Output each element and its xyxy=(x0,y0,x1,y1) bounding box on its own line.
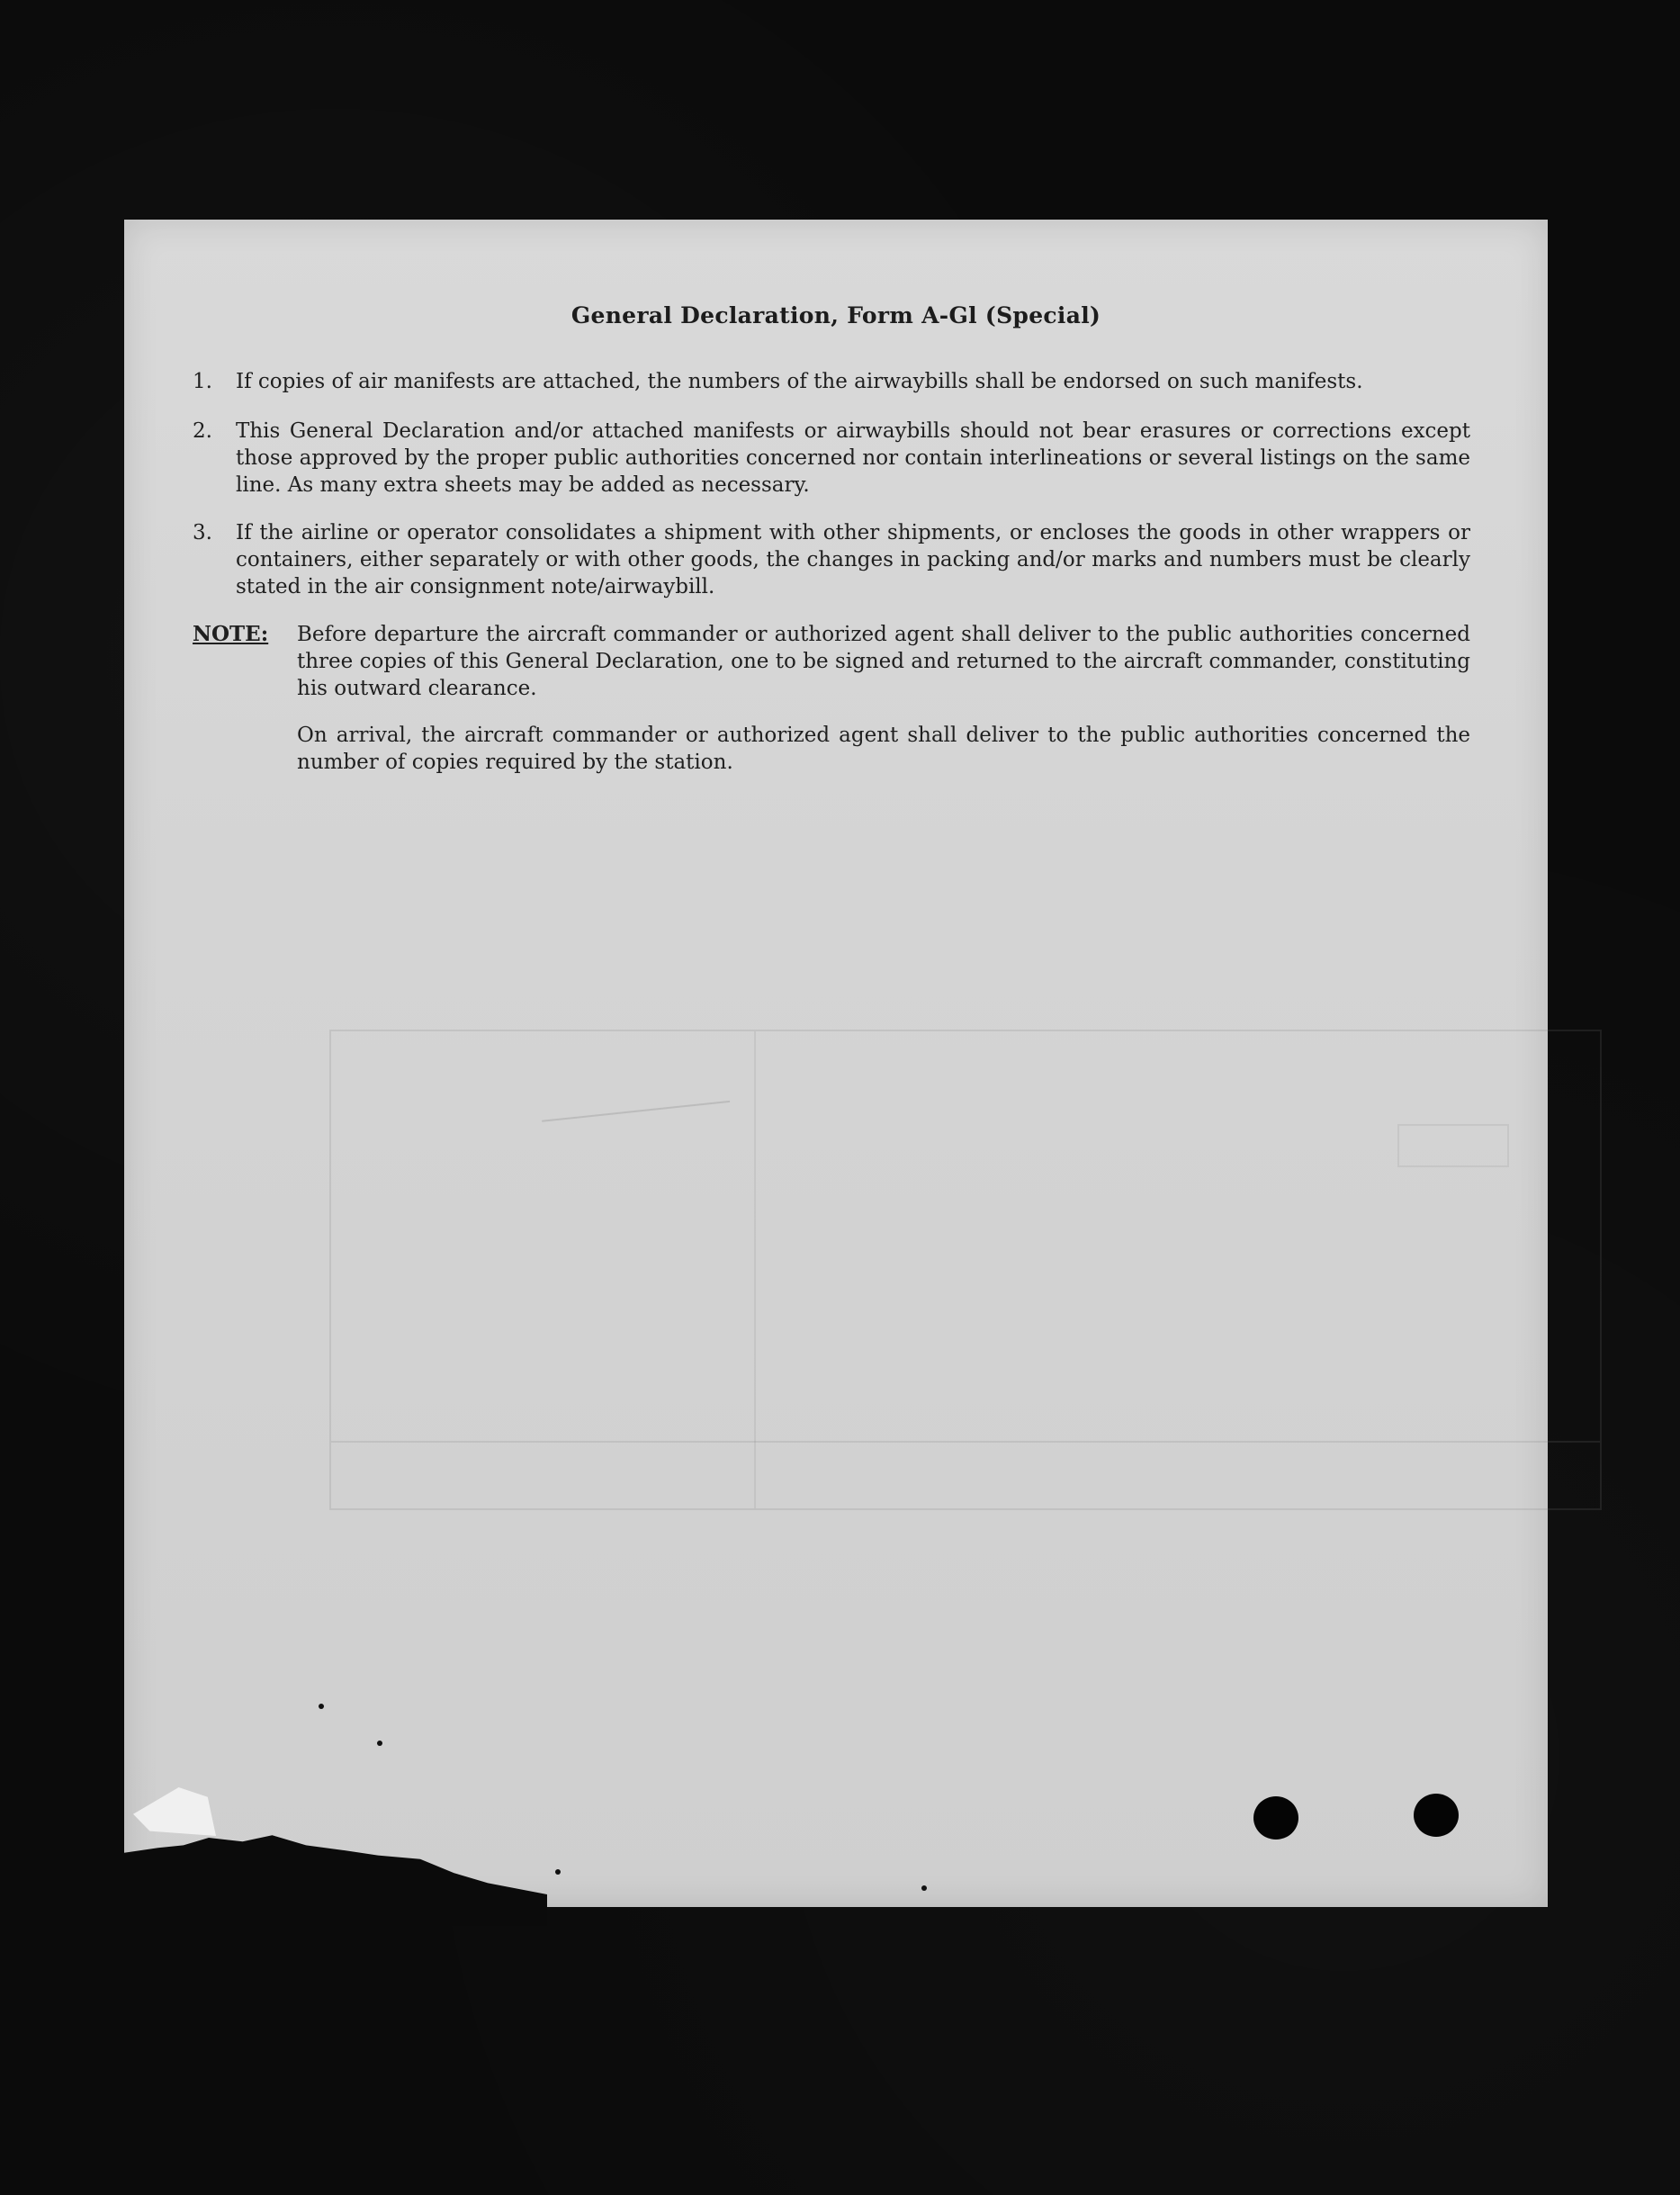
note-paragraph-1: Before departure the aircraft commander or authorized agent shall deliver to the public authorities concerned three copies of this General Declaration, one to be signed and returned to the aircraft commander, constituting his outward clearance. xyxy=(297,623,1470,700)
dust-speck xyxy=(555,1869,561,1875)
document-page xyxy=(124,220,1548,1907)
item-text: If copies of air manifests are attached, the numbers of the airwaybills shall be endorsed on such manifests. xyxy=(236,370,1363,393)
note-label: NOTE: xyxy=(193,622,269,646)
instruction-item-1 xyxy=(193,368,1470,395)
dust-speck xyxy=(377,1741,382,1746)
punch-hole xyxy=(1253,1796,1298,1840)
punch-hole xyxy=(1414,1794,1459,1837)
bleed-through-table xyxy=(329,1030,1602,1510)
item-number: 3. xyxy=(193,521,212,544)
document-title: General Declaration, Form A-Gl (Special) xyxy=(570,302,1101,328)
item-number: 2. xyxy=(193,419,212,443)
item-text: This General Declaration and/or attached manifests or airwaybills should not bear erasures or corrections except those approved by the proper public authorities concerned nor contain interlineations or several listings on the same line. As many extra sheets may be added as necessary. xyxy=(236,419,1470,497)
item-text: If the airline or operator consolidates a shipment with other shipments, or encloses the goods in other wrappers or containers, either separately or with other goods, the changes in packing and/or marks and numbers must be clearly stated in the air consignment note/airwaybill. xyxy=(236,521,1470,598)
item-number: 1. xyxy=(193,370,212,393)
instruction-item-2 xyxy=(193,418,1470,499)
dust-speck xyxy=(319,1704,324,1709)
note-paragraph-2: On arrival, the aircraft commander or authorized agent shall deliver to the public authorities concerned the number of copies required by the station. xyxy=(297,724,1470,774)
dust-speck xyxy=(921,1885,927,1891)
bleed-through-stamp xyxy=(1397,1124,1509,1167)
instruction-item-3 xyxy=(193,519,1470,600)
